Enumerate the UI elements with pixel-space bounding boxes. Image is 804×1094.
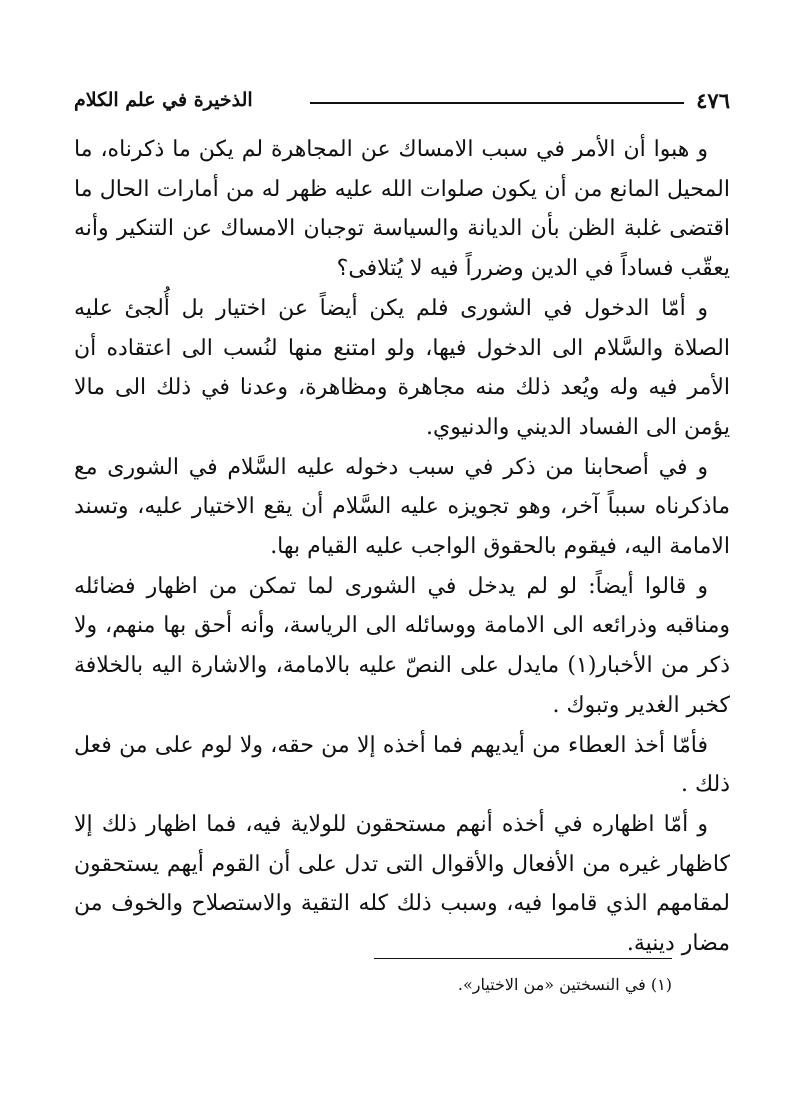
- book-title: الذخيرة في علم الكلام: [74, 89, 253, 111]
- page-header: [74, 88, 730, 116]
- paragraph: فأمّا أخذ العطاء من أيديهم فما أخذه إلا من حقه، ولا لوم على من فعل ذلك .: [74, 732, 730, 798]
- header-rule: [310, 102, 684, 104]
- paragraph: و أمّا اظهاره في أخذه أنهم مستحقون للولاية فيه، فما اظهار ذلك إلا كاظهار غيره من الأفعال والأقوال التى تدل على أن القوم أيهم يستحقون لمقامهم الذي قاموا فيه، وسبب ذلك كله التقية والاستصلاح والخوف من مضار دينية.: [74, 811, 730, 957]
- paragraph: و أمّا الدخول في الشورى فلم يكن أيضاً عن اختيار بل أُلجئ عليه الصلاة والسَّلام الى الدخول فيها، ولو امتنع منها لنُسب الى اعتقاده أن الأمر فيه وله ويُعد ذلك منه مجاهرة ومظاهرة، وعدنا في ذلك الى مالا يؤمن الى الفساد الديني والدنيوي.: [74, 295, 730, 440]
- footnote: (١) في النسختين «من الاختيار».: [457, 975, 672, 994]
- paragraph: و قالوا أيضاً: لو لم يدخل في الشورى لما تمكن من اظهار فضائله ومناقبه وذرائعه الى الامامة ووسائله الى الرياسة، وأنه أحق بها منهم، ولا ذكر من الأخبار(١) مايدل على النصّ عليه بالامامة، والاشارة اليه بالخلافة كخبر الغدير وتبوك .: [74, 573, 730, 718]
- paragraph: و هبوا أن الأمر في سبب الامساك عن المجاهرة لم يكن ما ذكرناه، ما المحيل المانع من أن يكون صلوات الله عليه ظهر له من أمارات الحال ما اقتضى غلبة الظن بأن الديانة والسياسة توجبان الامساك عن التنكير وأنه يعقّب فساداً في الدين وضرراً فيه لا يُتلافى؟: [74, 137, 730, 282]
- paragraph: و في أصحابنا من ذكر في سبب دخوله عليه السَّلام في الشورى مع ماذكرناه سبباً آخر، وهو تجويزه عليه السَّلام أن يقع الاختيار عليه، وتسند الامامة اليه، فيقوم بالحقوق الواجب عليه القيام بها.: [74, 454, 730, 560]
- body-text: [74, 130, 730, 964]
- footnote-divider: [374, 958, 672, 959]
- page-number: ٤٧٦: [696, 88, 730, 113]
